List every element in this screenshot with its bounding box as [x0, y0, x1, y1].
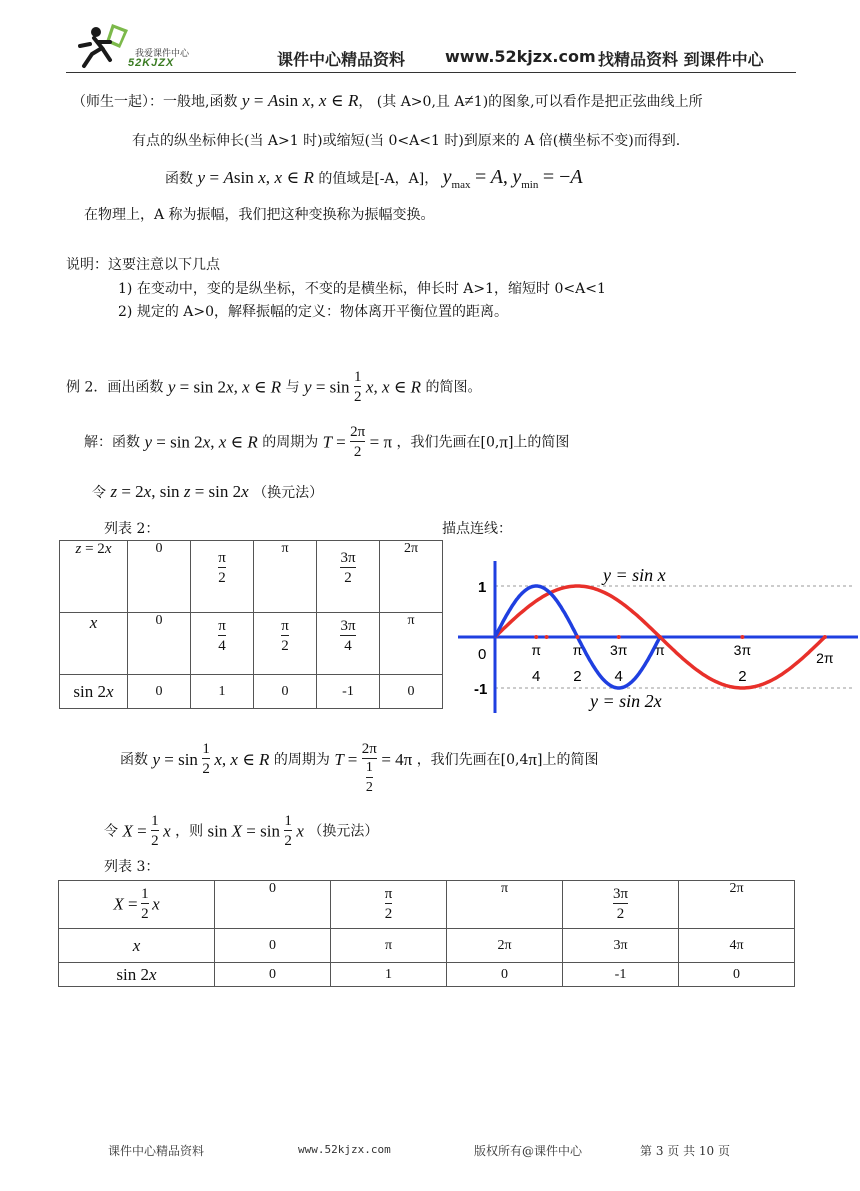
header-url[interactable]: www.52kjzx.com [445, 47, 596, 66]
fraction-one-half: $\frac{1}{2}$ [151, 813, 159, 849]
table-cell: 0 [254, 675, 317, 709]
para-text: 函数 [120, 752, 148, 768]
formula-y-asinx: y [241, 91, 250, 110]
table-cell: 1 [331, 963, 447, 987]
sine-graph [440, 555, 860, 720]
formula-part: R [347, 91, 359, 110]
formula-part: A [267, 91, 279, 110]
para-text: （换元法） [253, 485, 324, 501]
axis-point-1 [545, 635, 549, 639]
table-cell: $\frac{3\pi}{4}$ [317, 613, 380, 675]
formula-part: x [163, 821, 171, 841]
footer-copyright: 版权所有@课件中心 [474, 1144, 583, 1158]
axis-point-5 [740, 635, 744, 639]
formula-part: ， [358, 94, 373, 110]
fraction-one-half: $\frac{1}{2}$ [202, 741, 210, 777]
paragraph-amplitude: 在物理上，A 称为振幅，我们把这种变换称为振幅变换。 [84, 207, 435, 223]
equals-sign: = [253, 91, 264, 110]
table-cell: 4π [679, 929, 795, 963]
row-header-big-x: X = $\frac{1}{2}$ x [59, 881, 215, 929]
x-tick-label-denominator-2: 4 [614, 668, 623, 685]
para-text: ]上的简图 [507, 434, 570, 451]
series-label-sin-x: y = sin x [603, 565, 666, 585]
x-tick-label-1: π [572, 642, 583, 658]
table-cell: 0 [380, 675, 443, 709]
axis-point-6 [823, 635, 827, 639]
table-cell: π [380, 613, 443, 675]
formula-part: x [302, 91, 311, 110]
formula-part: π [528, 750, 538, 769]
formula-part: = π [369, 432, 393, 452]
para-text: 令 [92, 485, 106, 501]
formula-part: sin [278, 91, 299, 110]
formula-part: R [303, 168, 314, 187]
fraction-one-half: $\frac{1}{2}$ [284, 813, 292, 849]
x-tick-label-5: 2π [816, 650, 834, 666]
plot-title: 描点连线： [442, 521, 512, 537]
formula-part: = [474, 166, 487, 188]
footer-url[interactable]: www.52kjzx.com [298, 1143, 391, 1156]
table-row [59, 881, 795, 929]
axis-point-0 [534, 635, 538, 639]
row-header-sin2x: sin 2x [59, 963, 215, 987]
para-text: 的周期为 [262, 434, 319, 451]
table-cell: -1 [317, 675, 380, 709]
para-text: 例 2．画出函数 [66, 379, 164, 396]
table-cell: 0 [128, 613, 191, 675]
formula-part: , [310, 91, 315, 110]
range-line [165, 168, 583, 194]
formula-part: x [318, 91, 327, 110]
y-tick-label-minus-1: -1 [474, 681, 488, 698]
substitution-line-2 [104, 812, 378, 856]
formula-part: X = [122, 821, 147, 841]
fraction-2pi-over-2: $\frac{2\pi}{2}$ [350, 424, 366, 460]
table-cell: 0 [447, 963, 563, 987]
formula-z-2x: z = 2x, sin z = sin 2x [110, 482, 249, 501]
row-header-x: x [60, 613, 128, 675]
formula-ymin: $y_{min}$ [512, 166, 539, 191]
para-text: ，我们先画在[0,4 [416, 752, 529, 768]
logo-text-en: 52KJZX [128, 57, 175, 69]
paragraph-line-2: 有点的纵坐标伸长(当 A>1 时)或缩短(当 0<A<1 时)到原来的 A 倍(横坐标不变)而得到. [132, 133, 681, 149]
table-cell: 0 [215, 929, 331, 963]
table-cell: $\frac{\pi}{4}$ [191, 613, 254, 675]
formula-part: x [258, 168, 266, 187]
x-tick-label-2: 3π [609, 642, 628, 658]
para-text: 1)的图象,可以看作是把正弦曲线上所 [473, 94, 703, 110]
formula-part: sin [233, 168, 254, 187]
fraction-one-half: $\frac{1}{2}$ [353, 369, 362, 405]
header-title: 课件中心精品资料 [277, 50, 406, 69]
para-text: ]上的简图 [537, 752, 599, 768]
table-2-title: 列表 2： [104, 521, 160, 537]
header-rule [66, 72, 796, 73]
para-text: 令 [104, 823, 118, 840]
formula-part: ∈ [330, 91, 344, 110]
substitution-line-1 [92, 483, 323, 502]
row-header-sin2x: sin 2x [60, 675, 128, 709]
para-text: （师生一起）：一般地,函数 [72, 94, 238, 110]
origin-label: 0 [478, 646, 487, 663]
table-cell: 0 [215, 881, 331, 929]
footer-brand: 课件中心精品资料 [108, 1144, 205, 1158]
series-label-sin-2x: y = sin 2x [590, 691, 662, 711]
para-text: 函数 [165, 171, 193, 187]
formula-period-t: T = [322, 432, 346, 452]
formula-part: A [223, 168, 234, 187]
table-cell: $\frac{3\pi}{2}$ [563, 881, 679, 929]
paragraph-definition [72, 92, 703, 111]
table-2 [59, 540, 443, 709]
table-cell: 0 [128, 675, 191, 709]
formula-part: x, x ∈ R [365, 377, 421, 397]
table-cell: π [447, 881, 563, 929]
table-row [60, 675, 443, 709]
formula-part: = [209, 168, 220, 187]
note-item-1: 1) 在变动中，变的是纵坐标，不变的是横坐标，伸长时 A>1，缩短时 0<A<1 [118, 281, 606, 297]
x-tick-label-4: 3π [733, 642, 752, 658]
formula-part: π [499, 432, 508, 452]
table-cell: 1 [191, 675, 254, 709]
note-title: 说明：这要注意以下几点 [66, 257, 220, 273]
para-text: （换元法） [308, 823, 379, 840]
formula-part: , [502, 166, 508, 188]
axis-point-2 [575, 635, 579, 639]
site-logo [72, 20, 132, 72]
y-tick-label-1: 1 [478, 579, 487, 596]
formula-part: A [570, 166, 583, 188]
x-tick-label-0: π [531, 642, 542, 658]
table-cell: $\frac{\pi}{2}$ [254, 613, 317, 675]
table-cell: 0 [679, 963, 795, 987]
fraction-2pi-over-half: $\frac{2\pi}{\frac{1}{2}}$ [362, 740, 377, 798]
formula-part: A [490, 166, 503, 188]
footer-page-number: 第 3 页 共 10 页 [640, 1144, 730, 1158]
formula-sin2x: y = sin 2x, x ∈ R [167, 377, 282, 397]
table-row [60, 613, 443, 675]
table-cell: 2π [380, 541, 443, 613]
table-cell: -1 [563, 963, 679, 987]
axis-point-3 [617, 635, 621, 639]
formula-part: = 4π [381, 750, 413, 769]
formula-part: sin X = sin [207, 821, 280, 841]
logo-text-cn: 我爱课件中心 [135, 49, 190, 59]
table-3-title: 列表 3： [104, 859, 160, 875]
para-text: 解：函数 [84, 434, 140, 451]
formula-part: x, x ∈ R [214, 750, 270, 769]
period-line-2 [120, 740, 598, 806]
formula-part: = − [542, 166, 571, 188]
formula-period-t: T = [334, 750, 358, 769]
table-3 [58, 880, 795, 987]
formula-part: x [296, 821, 304, 841]
table-cell: 0 [128, 541, 191, 613]
table-cell: 2π [447, 929, 563, 963]
para-text: (其 A>0,且 A [376, 94, 465, 110]
axis-point-4 [658, 635, 662, 639]
table-cell: $\frac{\pi}{2}$ [331, 881, 447, 929]
formula-part: y [197, 168, 205, 187]
table-cell: π [254, 541, 317, 613]
table-cell: π [331, 929, 447, 963]
formula-ymax: $y_{max}$ [442, 166, 471, 191]
para-text: 与 [285, 379, 300, 396]
formula-part: x [274, 168, 282, 187]
x-tick-label-denominator-0: 4 [532, 668, 541, 685]
para-text: 的周期为 [273, 752, 330, 768]
x-tick-label-denominator-1: 2 [573, 668, 582, 685]
table-cell: $\frac{3\pi}{2}$ [317, 541, 380, 613]
table-row [59, 929, 795, 963]
formula-sin-half-x: y = sin [152, 750, 198, 769]
table-row [59, 963, 795, 987]
table-cell: 3π [563, 929, 679, 963]
para-text: 的值域是[-A，A]， [318, 171, 439, 187]
table-cell: 0 [215, 963, 331, 987]
x-tick-label-3: π [655, 642, 665, 658]
x-tick-label-denominator-4: 2 [738, 668, 747, 685]
formula-part: , [265, 168, 270, 187]
table-cell: $\frac{\pi}{2}$ [191, 541, 254, 613]
para-text: ，我们先画在[0, [396, 434, 500, 451]
formula-part: ∈ [286, 168, 300, 187]
table-cell: 2π [679, 881, 795, 929]
header-slogan: 找精品资料 到课件中心 [598, 50, 764, 69]
row-header-x: x [59, 929, 215, 963]
example-2-line [66, 368, 481, 412]
para-text: 的简图。 [425, 379, 482, 396]
row-header-z: z = 2x [60, 541, 128, 613]
formula-sin2x: y = sin 2x, x ∈ R [144, 432, 258, 452]
neq-sign: ≠ [464, 91, 474, 110]
solution-line [84, 423, 569, 467]
formula-sin-half-x: y = sin [304, 377, 350, 397]
note-item-2: 2) 规定的 A>0，解释振幅的定义：物体离开平衡位置的距离。 [118, 304, 509, 320]
table-row [60, 541, 443, 613]
para-text: ，则 [175, 823, 204, 840]
